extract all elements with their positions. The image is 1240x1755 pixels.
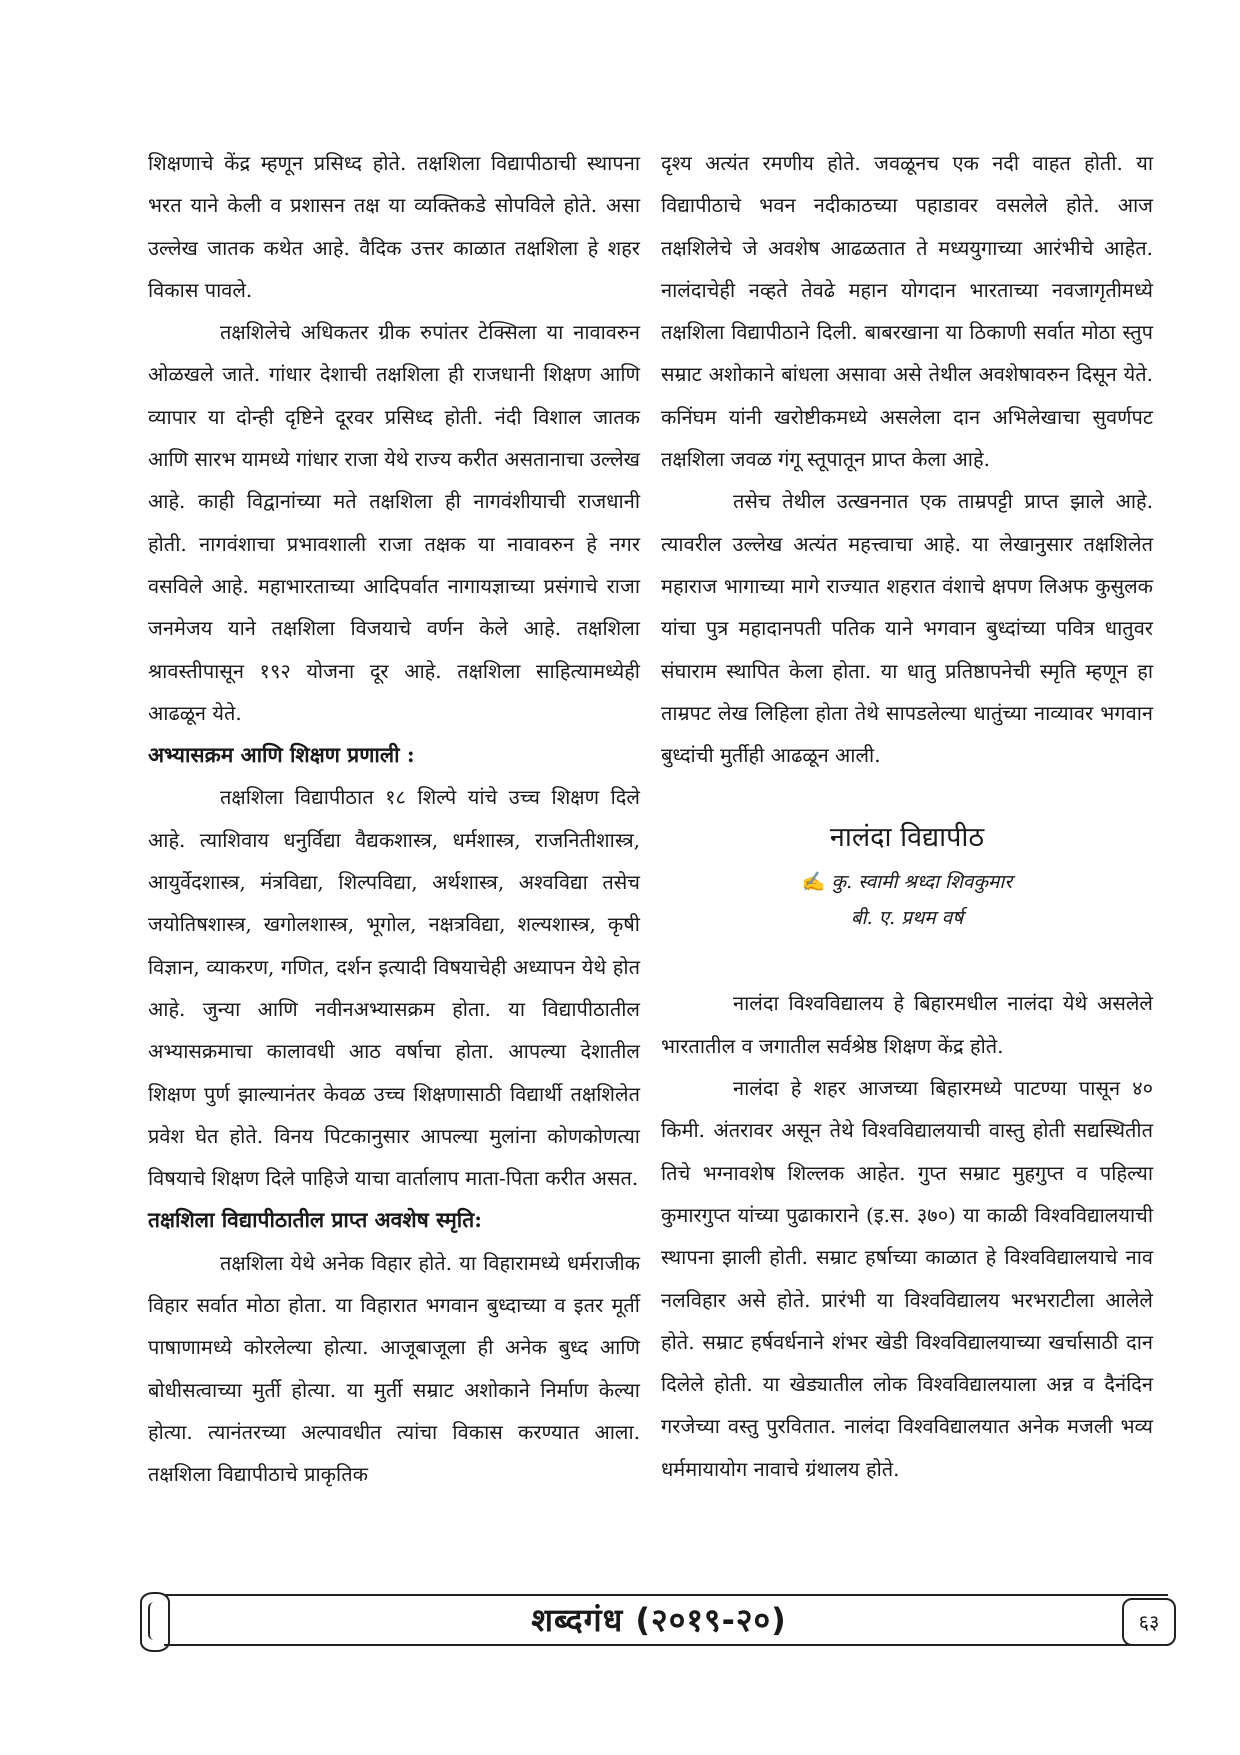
article-title: नालंदा विद्यापीठ xyxy=(829,822,985,854)
paragraph: तक्षशिलेचे अधिकतर ग्रीक रुपांतर टेक्सिला या नावावरुन ओळखले जाते. गांधार देशाची तक्षशिला ही राजधानी शिक्षण आणि व्यापार या दोन्ही दृष्टिने दूरवर प्रसिध्द होती. नंदी विशाल जातक आणि सारभ यामध्ये गांधार राजा येथे राज्य करीत असतानाचा उल्लेख आहे. काही विद्वानांच्या मते तक्षशिला ही नागवंशीयाची राजधानी होती. नागवंशाचा प्रभावशाली राजा तक्षक या नावावरुन हे नगर वसविले आहे. महाभारताच्या आदिपर्वात नागायज्ञाच्या प्रसंगाचे राजा जनमेजय याने तक्षशिला विजयाचे वर्णन केले आहे. तक्षशिला श्रावस्तीपासून १९२ योजना दूर आहे. तक्षशिला साहित्यामध्येही आढळून येते. xyxy=(148,320,640,725)
pen-icon: ✍ xyxy=(801,871,826,894)
magazine-title: शब्दगंध (२०१९-२०) xyxy=(531,1601,787,1639)
paragraph: तसेच तेथील उत्खननात एक ताम्रपट्टी प्राप्त झाले आहे. त्यावरील उल्लेख अत्यंत महत्त्वाचा आहे. या लेखानुसार तक्षशिलेत महाराज भागाच्या मागे राज्यात शहरात वंशाचे क्षपण लिअफ कुसुलक यांचा पुत्र महादानपती पतिक याने भगवान बुध्दांच्या पवित्र धातुवर संघाराम स्थापित केला होता. या धातु प्रतिष्ठापनेची स्मृति म्हणून हा ताम्रपट लेख लिहिला होता तेथे सापडलेल्या धातुंच्या नाव्यावर भगवान बुध्दांची मुर्तीही आढळून आली. xyxy=(661,489,1153,768)
left-column xyxy=(148,142,640,1496)
divider xyxy=(164,1594,1168,1596)
paragraph: तक्षशिला येथे अनेक विहार होते. या विहारामध्ये धर्मराजीक विहार सर्वात मोठा होता. या विहारात भगवान बुध्दाच्या व इतर मूर्ती पाषाणामध्ये कोरलेल्या होत्या. आजूबाजूला ही अनेक बुध्द आणि बोधीसत्वाच्या मुर्ती होत्या. या मुर्ती सम्राट अशोकाने निर्माण केल्या होत्या. त्यानंतरच्या अल्पावधीत त्यांचा विकास करण्यात आला. तक्षशिला विद्यापीठाचे प्राकृतिक xyxy=(148,1250,640,1487)
paragraph: तक्षशिला विद्यापीठात १८ शिल्पे यांचे उच्च शिक्षण दिले आहे. त्याशिवाय धनुर्विद्या वैद्यकशास्त्र, धर्मशास्त्र, राजनितीशास्त्र, आयुर्वेदशास्त्र, मंत्रविद्या, शिल्पविद्या, अर्थशास्त्र, अश्वविद्या तसेच जयोतिषशास्त्र, खगोलशास्त्र, भूगोल, नक्षत्रविद्या, शल्यशास्त्र, कृषी विज्ञान, व्याकरण, गणित, दर्शन इत्यादी विषयाचेही अध्यापन येथे होत आहे. जुन्या आणि नवीनअभ्यासक्रम होता. या विद्यापीठातील अभ्यासक्रमाचा कालावधी आठ वर्षाचा होता. आपल्या देशातील शिक्षण पुर्ण झाल्यानंतर केवळ उच्च शिक्षणासाठी विद्यार्थी तक्षशिलेत प्रवेश घेत होते. विनय पिटकानुसार आपल्या मुलांना कोणकोणत्या विषयाचे शिक्षण दिले पाहिजे याचा वार्तालाप माता-पिता करीत असत. xyxy=(148,785,640,1191)
author-name: कु. स्वामी श्रध्दा शिवकुमार xyxy=(831,871,1013,894)
paragraph: नालंदा विश्वविद्यालय हे बिहारमधील नालंदा येथे असलेले भारतातील व जगातील सर्वश्रेष्ठ शिक्षण केंद्र होते. xyxy=(661,991,1153,1058)
section-heading: अभ्यासक्रम आणि शिक्षण प्रणाली : xyxy=(148,742,415,768)
paragraph: शिक्षणाचे केंद्र म्हणून प्रसिध्द होते. तक्षशिला विद्यापीठाची स्थापना भरत याने केली व प्रशासन तक्ष या व्यक्तिकडे सोपविले होते. असा उल्लेख जातक कथेत आहे. वैदिक उत्तर काळात तक्षशिला हे शहर विकास पावले. xyxy=(148,151,640,302)
section-heading: तक्षशिला विद्यापीठातील प्राप्त अवशेष स्मृति: xyxy=(148,1207,482,1233)
right-column xyxy=(661,142,1153,1490)
spacer xyxy=(661,936,1153,982)
author-class: बी. ए. प्रथम वर्ष xyxy=(850,907,964,930)
paragraph: दृश्य अत्यंत रमणीय होते. जवळूनच एक नदी वाहत होती. या विद्यापीठाचे भवन नदीकाठच्या पहाडावर वसलेले होते. आज तक्षशिलेचे जे अवशेष आढळतात ते मध्ययुगाच्या आरंभीचे आहेत. नालंदाचेही नव्हते तेवढे महान योगदान भारताच्या नवजागृतीमध्ये तक्षशिला विद्यापीठाने दिली. बाबरखाना या ठिकाणी सर्वात मोठा स्तुप सम्राट अशोकाने बांधला असावा असे तेथील अवशेषावरुन दिसून येते. कनिंघम यांनी खरोष्टीकमध्ये असलेला दान अभिलेखाचा सुवर्णपट तक्षशिला जवळ गंगू स्तूपातून प्राप्त केला आहे. xyxy=(661,151,1153,472)
page-number: ६३ xyxy=(1122,1598,1176,1646)
divider xyxy=(164,1644,1168,1646)
paragraph: नालंदा हे शहर आजच्या बिहारमध्ये पाटण्या पासून ४० किमी. अंतरावर असून तेथे विश्वविद्यालयाची वास्तु होती सद्यस्थितीत तिचे भग्नावशेष शिल्लक आहेत. गुप्त सम्राट मुहगुप्त व पहिल्या कुमारगुप्त यांच्या पुढाकाराने (इ.स. ३७०) या काळी विश्वविद्यालयाची स्थापना झाली होती. सम्राट हर्षाच्या काळात हे विश्वविद्यालयाचे नाव नलविहार असे होते. प्रारंभी या विश्वविद्यालय भरभराटीला आलेले होते. सम्राट हर्षवर्धनाने शंभर खेडी विश्वविद्यालयाच्या खर्चासाठी दान दिलेले होती. या खेड्यातील लोक विश्वविद्यालयाला अन्न व दैनंदिन गरजेच्या वस्तु पुरवितात. नालंदा विश्वविद्यालयात अनेक मजली भव्य धर्ममायायोग नावाचे ग्रंथालय होते. xyxy=(661,1076,1153,1481)
author-byline xyxy=(661,864,1153,900)
footer-banner xyxy=(140,1588,1178,1652)
